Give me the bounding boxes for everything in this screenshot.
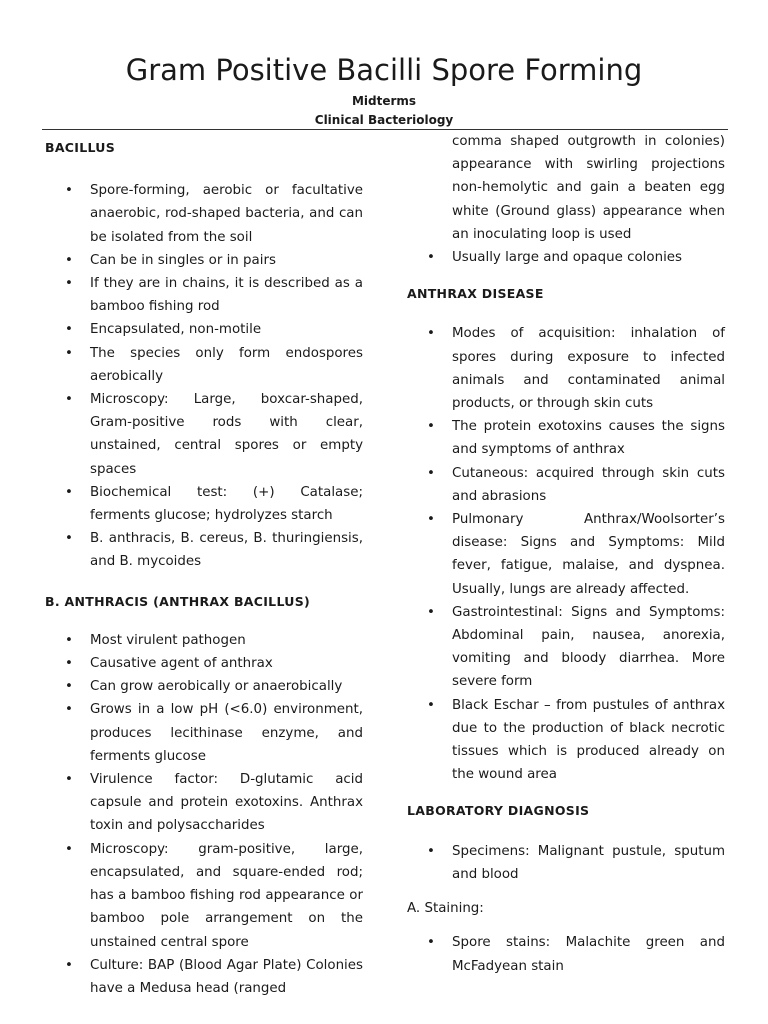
- list-item: • Modes of acquisition: inhalation of spores during exposure to infected animals and contaminated animal products, or through skin cuts: [407, 322, 725, 415]
- list-item: • Usually large and opaque colonies: [407, 246, 725, 269]
- list-item: • Causative agent of anthrax: [45, 652, 363, 675]
- lab-diagnosis-list: [407, 840, 725, 886]
- list-item: • Cutaneous: acquired through skin cuts and abrasions: [407, 462, 725, 508]
- list-item: • Spore-forming, aerobic or facultative anaerobic, rod-shaped bacteria, and can be isolated from the soil: [45, 179, 363, 249]
- list-item: • B. anthracis, B. cereus, B. thuringiensis, and B. mycoides: [45, 527, 363, 573]
- list-item: • Encapsulated, non-motile: [45, 318, 363, 341]
- list-item: • Can be in singles or in pairs: [45, 249, 363, 272]
- list-item: • Culture: BAP (Blood Agar Plate) Colonies have a Medusa head (ranged: [45, 954, 363, 1000]
- list-item: • Spore stains: Malachite green and McFadyean stain: [407, 931, 725, 977]
- list-item: • Microscopy: Large, boxcar-shaped, Gram-positive rods with clear, unstained, central spores or empty spaces: [45, 388, 363, 481]
- staining-label: A. Staining:: [407, 901, 484, 917]
- list-item: • Black Eschar – from pustules of anthrax due to the production of black necrotic tissues which is produced already on the wound area: [407, 694, 725, 787]
- section-heading-anthracis: B. ANTHRACIS (ANTHRAX BACILLUS): [45, 593, 311, 609]
- anthracis-list: [45, 629, 363, 1000]
- bacillus-list: [45, 179, 363, 573]
- continued-text: comma shaped outgrowth in colonies) appearance with swirling projections non-hemolytic and gain a beaten egg white (Ground glass) appearance when an inoculating loop is used: [452, 134, 725, 242]
- left-column: [45, 132, 363, 1000]
- list-item: • Virulence factor: D-glutamic acid capsule and protein exotoxins. Anthrax toxin and polysaccharides: [45, 768, 363, 838]
- list-item: • Can grow aerobically or anaerobically: [45, 675, 363, 698]
- staining-list: [407, 931, 725, 977]
- anthrax-disease-list: [407, 322, 725, 786]
- section-heading-bacillus: BACILLUS: [45, 140, 116, 155]
- list-item: • Most virulent pathogen: [45, 629, 363, 652]
- list-item: • Microscopy: gram-positive, large, encapsulated, and square-ended rod; has a bamboo fishing rod appearance or bamboo pole arrangement on the unstained central spore: [45, 838, 363, 954]
- list-item: • Pulmonary Anthrax/Woolsorter’s disease: Signs and Symptoms: Mild fever, fatigue, malaise, and dyspnea. Usually, lungs are already affected.: [407, 508, 725, 601]
- list-item: • Gastrointestinal: Signs and Symptoms: Abdominal pain, nausea, anorexia, vomiting and bloody diarrhea. More severe form: [407, 601, 725, 694]
- subtitle-midterms: Midterms: [351, 94, 417, 108]
- section-heading-lab-diagnosis: LABORATORY DIAGNOSIS: [407, 803, 590, 819]
- subtitle-course: Clinical Bacteriology: [314, 113, 454, 127]
- section-heading-anthrax-disease: ANTHRAX DISEASE: [407, 286, 544, 302]
- list-item: • Specimens: Malignant pustule, sputum and blood: [407, 840, 725, 886]
- page-title: Gram Positive Bacilli Spore Forming: [125, 53, 643, 87]
- list-item: • The species only form endospores aerobically: [45, 342, 363, 388]
- list-item: • Grows in a low pH (<6.0) environment, produces lecithinase enzyme, and ferments glucose: [45, 698, 363, 768]
- list-item: • If they are in chains, it is described as a bamboo fishing rod: [45, 272, 363, 318]
- right-column: [407, 130, 725, 978]
- list-item: • Biochemical test: (+) Catalase; ferments glucose; hydrolyzes starch: [45, 481, 363, 527]
- list-item: • The protein exotoxins causes the signs and symptoms of anthrax: [407, 415, 725, 461]
- continued-list: [407, 246, 725, 269]
